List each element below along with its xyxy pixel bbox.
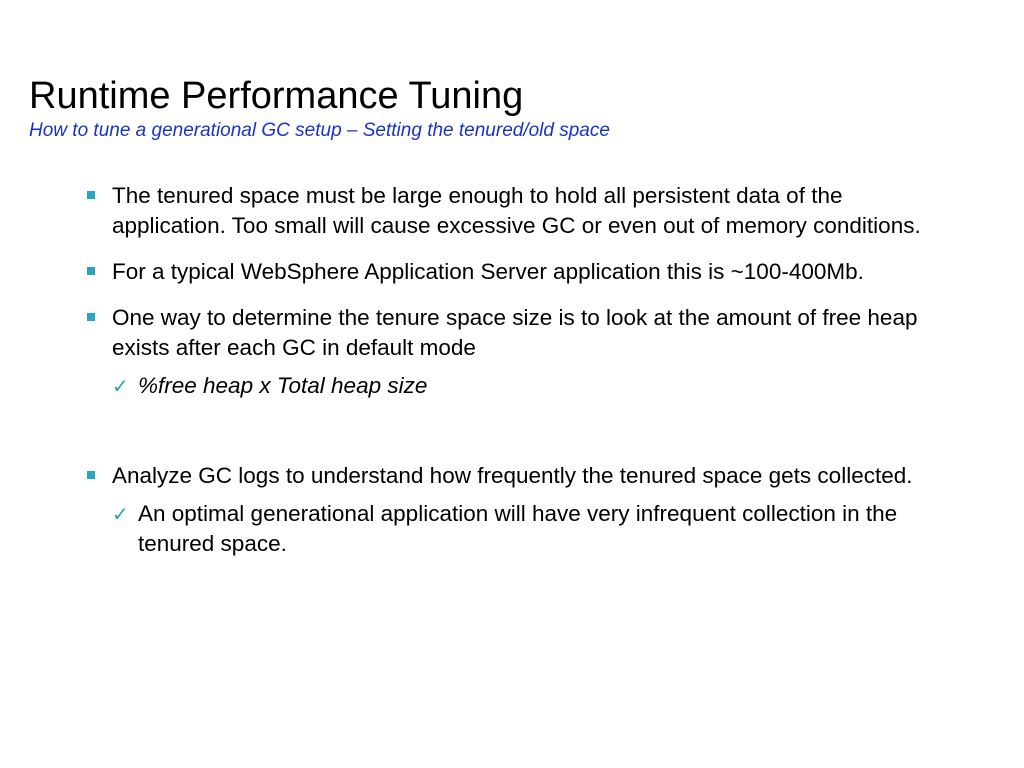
sub-bullet-text: %free heap x Total heap size [138,373,428,398]
bullet-text: The tenured space must be large enough to hold all persistent data of the application. Too small will cause excessive GC or even out of memory conditions. [112,183,921,238]
sub-bullet-text: An optimal generational application will have very infrequent collection in the tenured space. [138,501,898,556]
bullet-text: For a typical WebSphere Application Server application this is ~100-400Mb. [112,259,864,284]
sub-bullet-item [86,499,926,559]
bullet-text: One way to determine the tenure space size is to look at the amount of free heap exists after each GC in default mode [112,305,918,360]
bullet-item [86,303,926,363]
bullet-text: Analyze GC logs to understand how frequently the tenured space gets collected. [112,463,913,488]
square-bullet-icon [87,471,95,479]
sub-bullet-item [86,371,926,401]
checkmark-icon: ✓ [112,374,129,398]
square-bullet-icon [87,267,95,275]
slide-title: Runtime Performance Tuning [29,75,524,117]
bullet-item [86,461,926,491]
slide-subtitle: How to tune a generational GC setup – Setting the tenured/old space [29,120,610,141]
checkmark-icon: ✓ [112,502,129,526]
bullet-item [86,181,926,241]
spacer [86,417,926,461]
square-bullet-icon [87,313,95,321]
square-bullet-icon [87,191,95,199]
bullet-item [86,257,926,287]
bullet-list [86,181,926,575]
